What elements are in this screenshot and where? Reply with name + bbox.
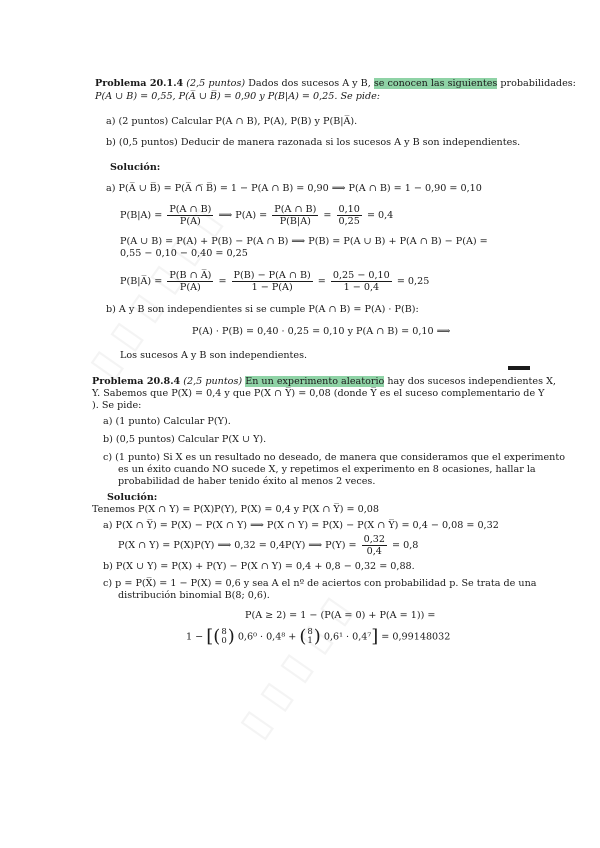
problem-2-intro: hay dos sucesos independientes X, [384, 376, 556, 387]
bracket-close: ] [371, 626, 379, 647]
paren-open: ( [213, 626, 221, 647]
problem-1-intro-end: probabilidades: [497, 78, 576, 89]
fraction: $\frac{P(B \cap A̅)}{P(A̅)}$ [169, 270, 212, 293]
fraction: $\frac{P(A \cap B)}{P(B|A)}$ [274, 204, 317, 227]
problem-1-data: P(A ∪ B) = 0,55, P(A̅ ∪ B̅) = 0,90 y P(B|A) = 0,25. Se pide: [95, 91, 381, 102]
problem-2-question-b: b) (0,5 puntos) Calcular P(X ∪ Y). [103, 434, 267, 445]
problem-1-intro: Dados dos sucesos A y B, [245, 78, 374, 89]
problem-1-heading [95, 78, 576, 90]
bracket-open: [ [206, 626, 214, 647]
fraction: $\frac{P(A \cap B)}{P(A)}$ [169, 204, 212, 227]
solution-1a-line4: 0,55 − 0,10 − 0,40 = 0,25 [120, 248, 248, 259]
solution-1a-line2: P(B|A) = $\frac{P(A \cap B)}{P(A)}$ ⟹ P(A) = $\frac{P(A \cap B)}{P(B|A)}$ = $\frac{0,10}{0,25}$ = 0,4 [120, 204, 394, 227]
solution-heading: Solución: [110, 162, 161, 173]
paren-open: ( [299, 626, 307, 647]
problem-2-question-c: c) (1 punto) Si X es un resultado no deseado, de manera que consideramos que el experimento [103, 452, 565, 463]
problem-2-data: Y. Sabemos que P(X) = 0,4 y que P(X ∩ Y̅) = 0,08 (donde Y̅ es el suceso complementario de Y [92, 388, 545, 399]
solution-2c-line3: P(A ≥ 2) = 1 − (P(A = 0) + P(A = 1)) = [245, 610, 436, 621]
solution-2c-line1: c) p = P(X̅) = 1 − P(X) = 0,6 y sea A el nº de aciertos con probabilidad p. Se trata de una [103, 578, 537, 589]
binomial-coefficient: 8 0 [221, 627, 227, 646]
problem-2-question-c: es un éxito cuando NO sucede X, y repetimos el experimento en 8 ocasiones, hallar la [118, 464, 536, 475]
solution-1a-line5: P(B|A̅) = $\frac{P(B \cap A̅)}{P(A̅)}$ = $\frac{P(B) - P(A \cap B)}{1 - P(A)}$ = $\frac{0,25 - 0,10}{1 - 0,4}$ = 0,25 [120, 270, 430, 293]
problem-1-title: Problema 20.1.4 [95, 78, 184, 89]
paren-close: ) [313, 626, 321, 647]
solution-1a-line1: a) P(A̅ ∪ B̅) = P(A̅ ∩̅ B̅) = 1 − P(A ∩ B) = 0,90 ⟹ P(A ∩ B) = 1 − 0,90 = 0,10 [106, 183, 482, 194]
fraction: $\frac{0,25 - 0,10}{1 - 0,4}$ [332, 270, 390, 293]
problem-2-question-a: a) (1 punto) Calcular P(Y). [103, 416, 231, 427]
solution-2c-line4: 1 − [( 8 0 ) 0,6⁰ · 0,4⁸ + ( 8 1 ) 0,6¹ · 0,4⁷] = 0,99148032 [186, 626, 451, 647]
highlight: se conocen las siguientes [373, 78, 498, 89]
problem-1-question-b: b) (0,5 puntos) Deducir de manera razonada si los sucesos A y B son independientes. [106, 137, 521, 148]
binomial-coefficient: 8 1 [307, 627, 313, 646]
problem-1-question-a: a) (2 puntos) Calcular P(A ∩ B), P(A), P(B) y P(B|A̅). [106, 116, 358, 127]
problem-2-question-c: probabilidad de haber tenido éxito al menos 2 veces. [118, 476, 376, 487]
problem-2-title: Problema 20.8.4 [92, 376, 181, 387]
highlight: En un experimento aleatorio [245, 376, 385, 387]
problem-2-heading [92, 376, 556, 388]
fraction: $\frac{P(B) - P(A \cap B)}{1 - P(A)}$ [233, 270, 311, 293]
solution-2a-line2: P(X ∩ Y) = P(X)P(Y) ⟹ 0,32 = 0,4P(Y) ⟹ P(Y) = $\frac{0,32}{0,4}$ = 0,8 [118, 534, 419, 557]
solution-2a-line1: a) P(X ∩ Y̅) = P(X) − P(X ∩ Y) ⟹ P(X ∩ Y) = P(X) − P(X ∩ Y̅) = 0,4 − 0,08 = 0,32 [103, 520, 499, 531]
fraction: $\frac{0,10}{0,25}$ [338, 204, 360, 227]
solution-2-given: Tenemos P(X ∩ Y) = P(X)P(Y), P(X) = 0,4 y P(X ∩ Y̅) = 0,08 [92, 504, 379, 515]
problem-2-points: (2,5 puntos) [183, 376, 243, 387]
solution-1b-line1: b) A y B son independientes si se cumple P(A ∩ B) = P(A) · P(B): [106, 304, 419, 315]
margin-bar [508, 366, 530, 370]
solution-2b: b) P(X ∪ Y) = P(X) + P(Y) − P(X ∩ Y) = 0,4 + 0,8 − 0,32 = 0,88. [103, 561, 415, 572]
solution-heading: Solución: [107, 492, 158, 503]
solution-1b-conclusion: Los sucesos A y B son independientes. [120, 350, 308, 361]
solution-1b-line2: P(A) · P(B) = 0,40 · 0,25 = 0,10 y P(A ∩ B) = 0,10 ⟹ [192, 326, 451, 337]
fraction: $\frac{0,32}{0,4}$ [363, 534, 385, 557]
problem-2-data-end: ). Se pide: [92, 400, 142, 411]
solution-1a-line3: P(A ∪ B) = P(A) + P(B) − P(A ∩ B) ⟹ P(B) = P(A ∪ B) + P(A ∩ B) − P(A) = [120, 236, 488, 247]
solution-2c-line2: distribución binomial B(8; 0,6). [118, 590, 270, 601]
problem-1-points: (2,5 puntos) [186, 78, 246, 89]
paren-close: ) [227, 626, 235, 647]
